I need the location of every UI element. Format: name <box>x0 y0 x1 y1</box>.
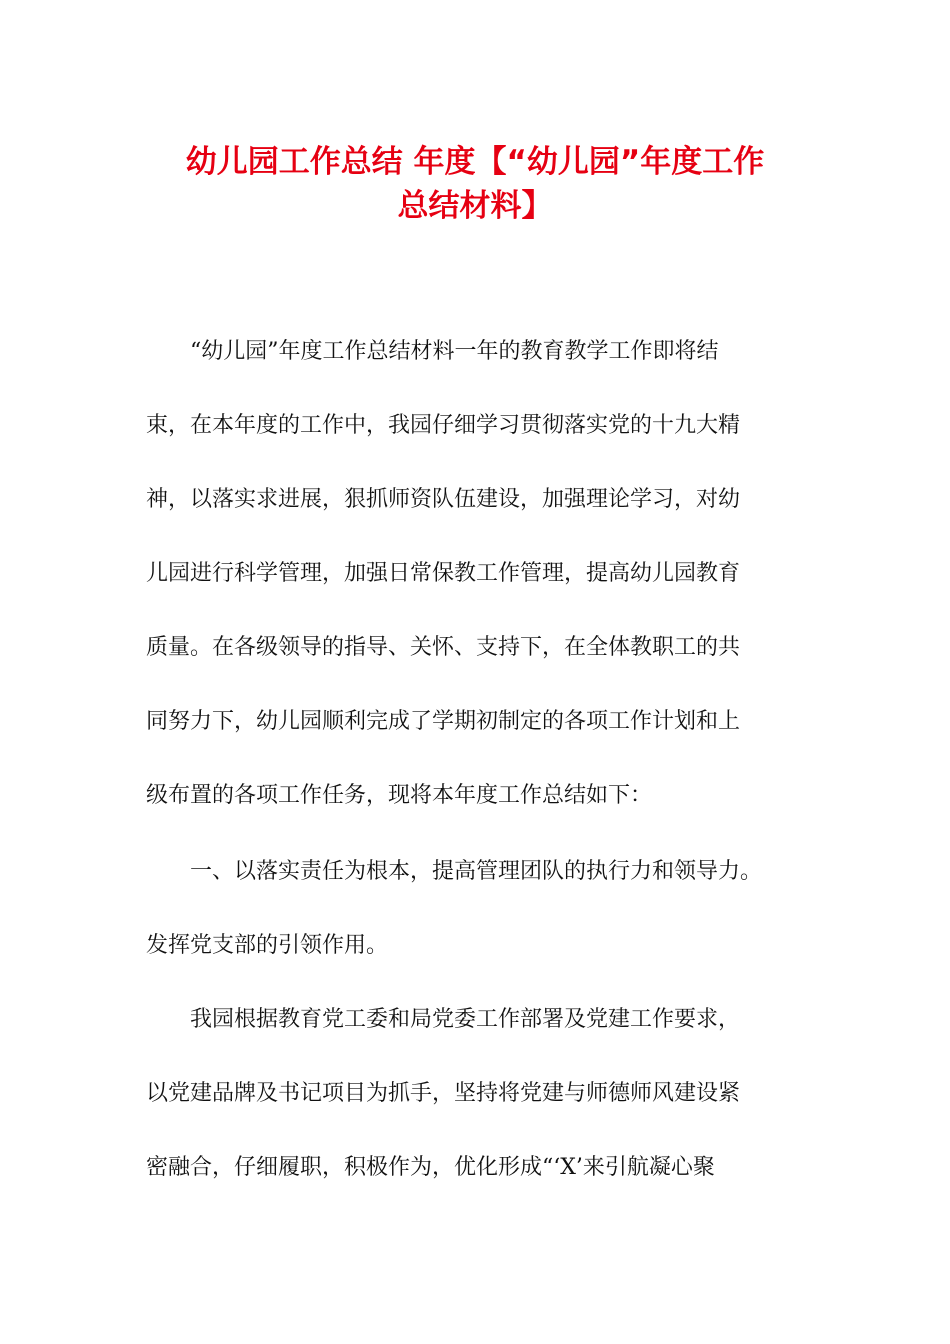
title-line-2: 总结材料】 <box>397 188 553 224</box>
body-line: “幼儿园”年度工作总结材料一年的教育教学工作即将结 <box>190 339 719 364</box>
body-line: 同努力下，幼儿园顺利完成了学期初制定的各项工作计划和上 <box>146 709 741 734</box>
body-line: 发挥党支部的引领作用。 <box>146 933 389 958</box>
body-line: 我园根据教育党工委和局党委工作部署及党建工作要求， <box>190 1007 741 1032</box>
title-line-1: 幼儿园工作总结 年度【“幼儿园”年度工作 <box>185 144 765 180</box>
body-line: 质量。在各级领导的指导、关怀、支持下，在全体教职工的共 <box>146 635 741 660</box>
body-line: 神，以落实求进展，狠抓师资队伍建设，加强理论学习，对幼 <box>146 487 741 512</box>
body-line: 级布置的各项工作任务，现将本年度工作总结如下： <box>146 783 653 808</box>
body-line: 以党建品牌及书记项目为抓手，坚持将党建与师德师风建设紧 <box>146 1081 741 1106</box>
body-line: 密融合，仔细履职，积极作为，优化形成“‘X’来引航凝心聚 <box>146 1155 715 1180</box>
section-heading-line: 一、以落实责任为根本，提高管理团队的执行力和领导力。 <box>190 859 763 884</box>
body-line: 束，在本年度的工作中，我园仔细学习贯彻落实党的十九大精 <box>146 413 741 438</box>
body-line: 儿园进行科学管理，加强日常保教工作管理，提高幼儿园教育 <box>146 561 741 586</box>
